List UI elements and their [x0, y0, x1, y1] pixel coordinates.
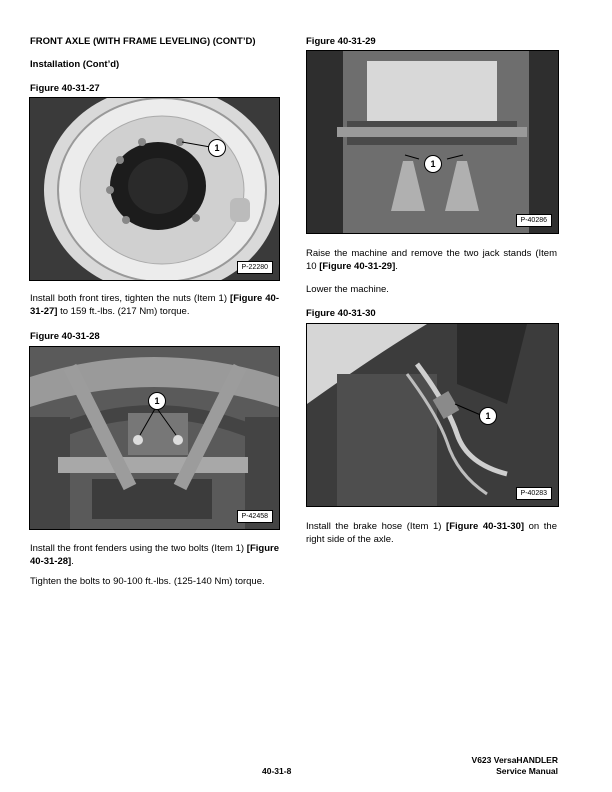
callout-item-1: 1 [208, 139, 226, 157]
figure-reference: [Figure 40-31-27] [30, 293, 279, 317]
figure-label-30: Figure 40-31-30 [306, 308, 376, 319]
figure-reference: [Figure 40-31-28] [30, 543, 279, 567]
wheel-hub-illustration [30, 98, 279, 280]
paragraph-install-fenders: Install the front fenders using the two bolts (Item 1) [Figure 40-31-28]. [30, 543, 279, 567]
paragraph-install-brake-hose: Install the brake hose (Item 1) [Figure 40-31-30] on the right side of the axle. [306, 521, 557, 545]
product-name: V623 VersaHANDLER [471, 755, 558, 765]
manual-name: Service Manual [496, 766, 558, 776]
callout-item-1: 1 [148, 392, 166, 410]
figure-reference: [Figure 40-31-30] [446, 521, 525, 532]
jack-stands-illustration [307, 51, 558, 233]
photo-code: P-40286 [516, 214, 552, 227]
photo-code: P-22280 [237, 261, 273, 274]
figure-photo-27 [29, 97, 280, 281]
section-title: FRONT AXLE (WITH FRAME LEVELING) (CONT’D) [30, 36, 256, 47]
callout-item-1: 1 [479, 407, 497, 425]
figure-photo-29 [306, 50, 559, 234]
fender-bracket-illustration [30, 347, 279, 529]
figure-label-29: Figure 40-31-29 [306, 36, 376, 47]
footer-product-block [472, 755, 558, 777]
paragraph-remove-jack-stands: Raise the machine and remove the two jack stands (Item 10 [Figure 40-31-29]. [306, 248, 557, 272]
figure-photo-28 [29, 346, 280, 530]
figure-reference: [Figure 40-31-29] [319, 260, 396, 272]
section-subtitle: Installation (Cont’d) [30, 59, 120, 70]
page-number: 40-31-8 [262, 766, 292, 776]
photo-code: P-42458 [237, 510, 273, 523]
brake-hose-illustration [307, 324, 558, 506]
paragraph-tighten-bolts: Tighten the bolts to 90-100 ft.-lbs. (125-140 Nm) torque. [30, 576, 265, 587]
photo-code: P-40283 [516, 487, 552, 500]
paragraph-install-tires: Install both front tires, tighten the nuts (Item 1) [Figure 40-31-27] to 159 ft.-lbs. (217 Nm) torque. [30, 293, 279, 317]
figure-label-27: Figure 40-31-27 [30, 83, 100, 94]
figure-photo-30 [306, 323, 559, 507]
paragraph-lower-machine: Lower the machine. [306, 284, 389, 295]
callout-item-1: 1 [424, 155, 442, 173]
figure-label-28: Figure 40-31-28 [30, 331, 100, 342]
